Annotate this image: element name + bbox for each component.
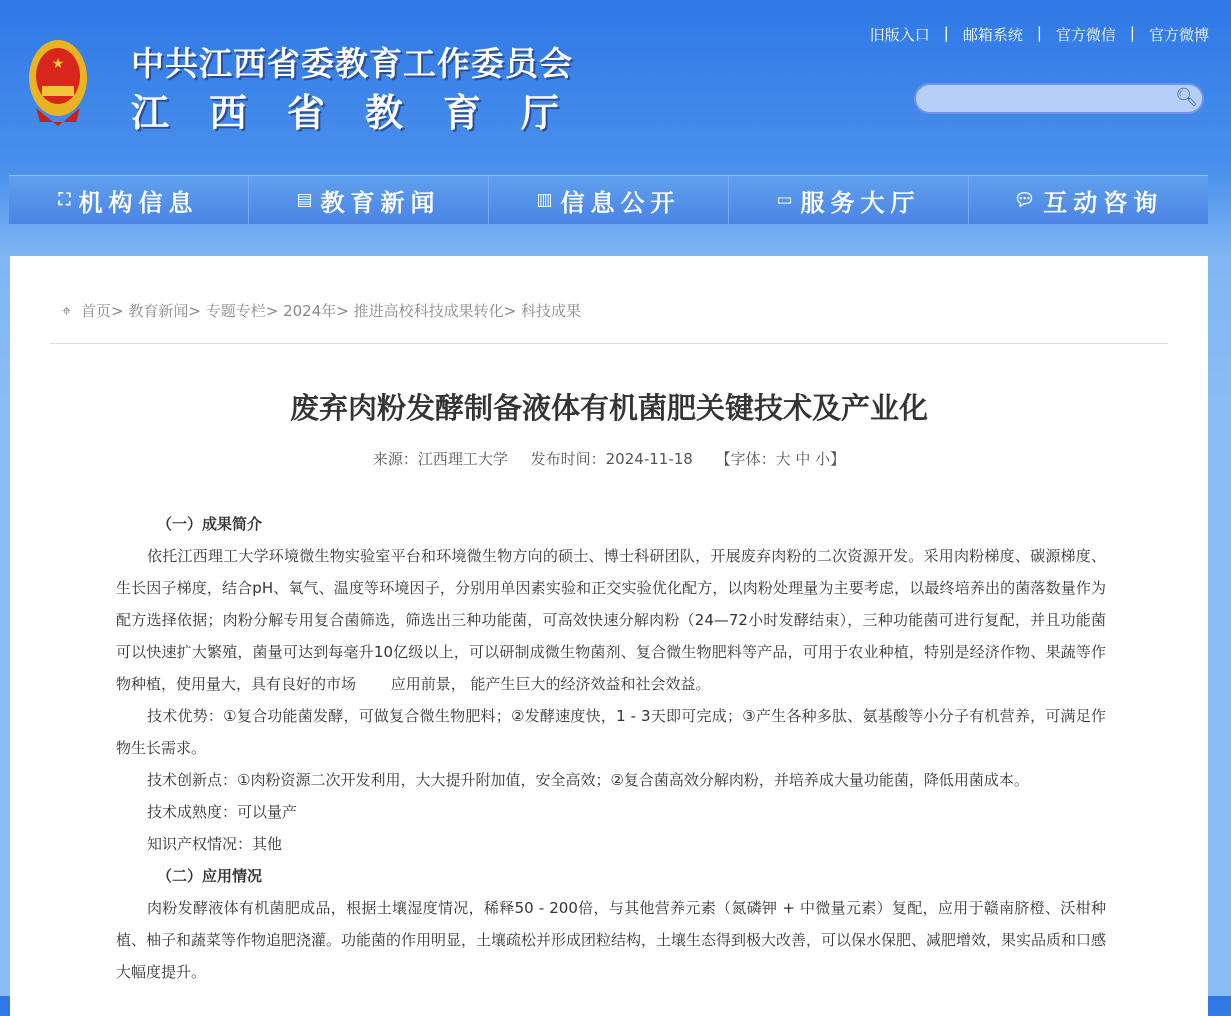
- section-heading: （二）应用情况: [157, 867, 263, 885]
- crumb-current[interactable]: 科技成果: [520, 302, 581, 320]
- paragraph: 知识产权情况：其他: [147, 835, 283, 853]
- article-title: 废弃肉粉发酵制备液体有机菌肥关键技术及产业化: [289, 391, 928, 425]
- divider: |: [1036, 24, 1042, 42]
- divider: |: [943, 24, 949, 42]
- paragraph: 技术优势：①复合功能菌发酵，可做复合微生物肥料；②发酵速度快，1 - 3天即可完成；③产生各种多肽、氨基酸等小分子有机营养，可满足作物生长需求。: [116, 707, 1106, 757]
- svg-text:★: ★: [51, 56, 65, 72]
- site-title-line1: 中共江西省委教育工作委员会: [131, 44, 573, 83]
- nav-label: 信息公开: [560, 188, 681, 217]
- paragraph: 技术创新点：①肉粉资源二次开发利用，大大提升附加值，安全高效；②复合菌高效分解肉粉，并培养成大量功能菌，降低用菌成本。: [147, 771, 1029, 789]
- chat-icon: 💬︎: [1013, 190, 1036, 210]
- link-wechat[interactable]: 官方微信: [1055, 26, 1116, 44]
- article-source: 来源：江西理工大学: [372, 450, 508, 468]
- nav-item-service[interactable]: [729, 176, 969, 224]
- paragraph: 肉粉发酵液体有机菌肥成品，根据土壤湿度情况，稀释50 - 200倍，与其他营养元素（氮磷钾 + 中微量元素）复配，应用于赣南脐橙、沃柑种植、柚子和蔬菜等作物追肥浇灌。功能菌的作用明显，土壤疏松并形成团粒结构，土壤生态得到极大改善，可以保水保肥、减肥增效，果实品质和口感大幅度提升。: [116, 899, 1107, 981]
- crumb-topic[interactable]: 推进高校科技成果转化>: [353, 302, 517, 320]
- crumb-special[interactable]: 专题专栏>: [205, 302, 279, 320]
- org-chart-icon: ⛶: [58, 190, 71, 210]
- document-icon: ▤: [296, 190, 313, 210]
- search-icon[interactable]: 🔍︎: [1175, 87, 1198, 108]
- link-mail[interactable]: 邮箱系统: [962, 26, 1023, 44]
- nav-label: 互动咨询: [1043, 188, 1164, 217]
- article-body: [116, 508, 1106, 988]
- monitor-icon: ▭: [776, 190, 793, 210]
- crumb-home[interactable]: 首页>: [81, 302, 124, 320]
- breadcrumb: [62, 300, 581, 321]
- divider: [50, 343, 1168, 344]
- site-title-line2: 江西省教育厅: [131, 91, 600, 135]
- font-size-switcher[interactable]: 【字体：大 中 小】: [715, 450, 846, 468]
- link-old-version[interactable]: 旧版入口: [869, 26, 930, 44]
- link-weibo[interactable]: 官方微博: [1148, 26, 1209, 44]
- file-list-icon: ▥: [536, 190, 553, 210]
- section-heading: （一）成果简介: [157, 515, 263, 533]
- search-input[interactable]: [914, 83, 1204, 114]
- paragraph: 依托江西理工大学环境微生物实验室平台和环境微生物方向的硕士、博士科研团队，开展废弃肉粉的二次资源开发。采用肉粉梯度、碳源梯度、生长因子梯度，结合pH、氧气、温度等环境因子，分别用单因素实验和正交实验优化配方，以肉粉处理量为主要考虑，以最终培养出的菌落数量作为配方选择依据；肉粉分解专用复合菌筛选，筛选出三种功能菌，可高效快速分解肉粉（24—72小时发酵结束），三种功能菌可进行复配，并且功能菌可以快速扩大繁殖，菌量可达到每毫升10亿级以上，可以研制成微生物菌剂、复合微生物肥料等产品，可用于农业种植，特别是经济作物、果蔬等作物种植，使用量大，具有良好的市场 应用前景， 能产生巨大的经济效益和社会效益。: [116, 547, 1106, 693]
- national-emblem-logo: [28, 38, 88, 128]
- crumb-2024[interactable]: 2024年>: [283, 302, 349, 320]
- top-links: [870, 24, 1209, 45]
- nav-label: 服务大厅: [800, 188, 921, 217]
- nav-label: 机构信息: [78, 188, 199, 217]
- site-header: [0, 0, 1231, 170]
- nav-item-disclosure[interactable]: [489, 176, 729, 224]
- nav-item-news[interactable]: [249, 176, 489, 224]
- location-pin-icon: ⌖: [62, 300, 72, 320]
- paragraph: 技术成熟度：可以量产: [147, 803, 298, 821]
- nav-item-org[interactable]: [9, 176, 249, 224]
- main-nav: [9, 175, 1208, 224]
- article-date: 发布时间：2024-11-18: [530, 450, 693, 468]
- content-panel: [10, 256, 1208, 1016]
- nav-item-consult[interactable]: [969, 176, 1208, 224]
- nav-label: 教育新闻: [320, 188, 441, 217]
- crumb-news[interactable]: 教育新闻>: [128, 302, 201, 320]
- article-meta: [10, 448, 1208, 469]
- divider: |: [1129, 24, 1135, 42]
